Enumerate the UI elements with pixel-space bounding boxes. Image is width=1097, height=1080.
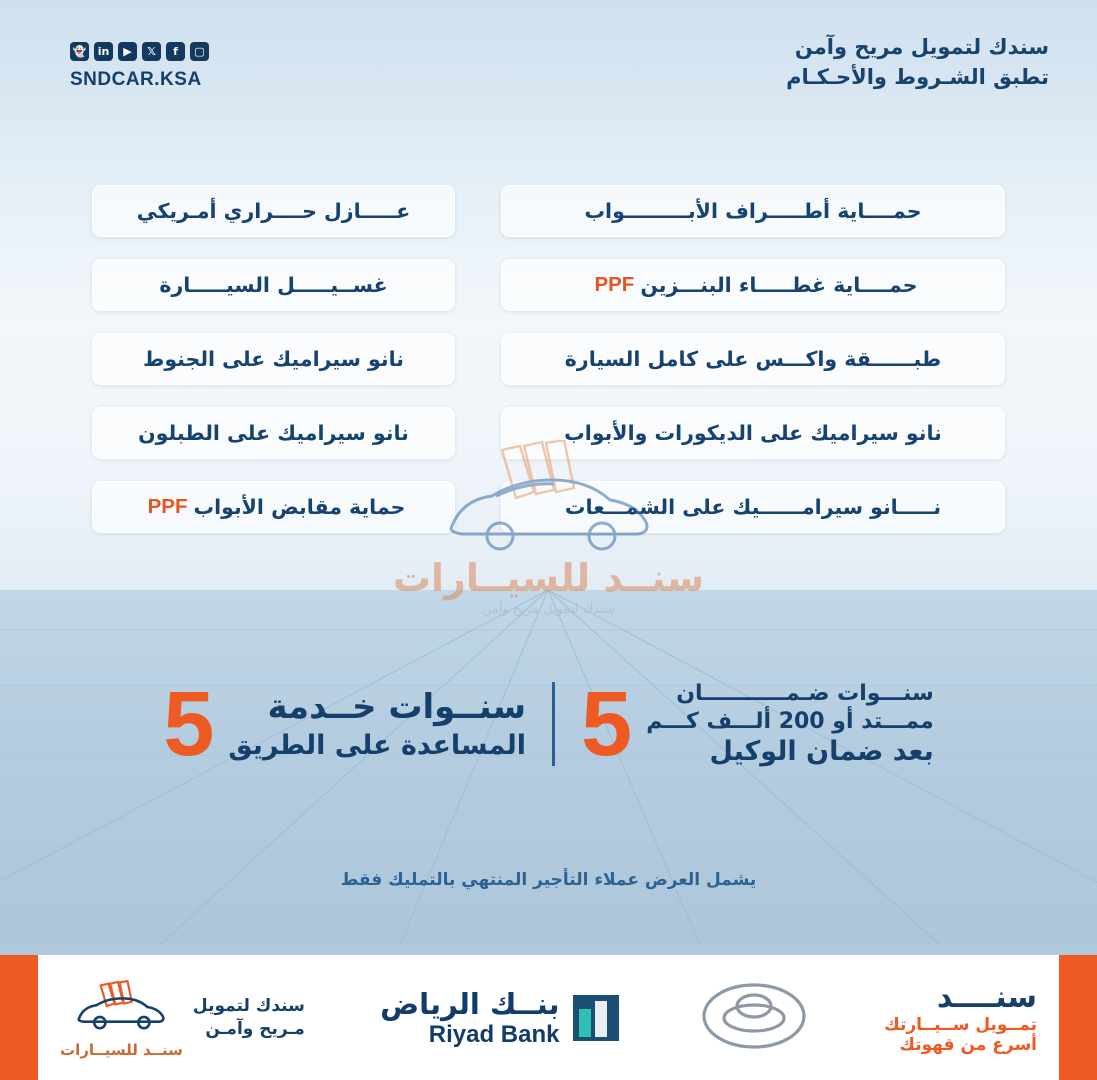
years-service — [163, 672, 527, 775]
footer-logo-tagline — [193, 995, 305, 1041]
feature-pill-label: حماية مقابض الأبواب — [193, 495, 406, 519]
footer-sanad-line-1: تمــويل ســيــارتك — [884, 1015, 1037, 1035]
years-service-text — [228, 686, 526, 762]
riyad-bank-arabic: بنــك الرياض — [380, 986, 560, 1021]
ppf-badge: PPF — [594, 273, 635, 296]
riyad-bank-english: Riyad Bank — [428, 1020, 560, 1048]
feature-pill: طبــــــقة واكـــس على كامل السيارة — [501, 333, 1005, 385]
years-service-line-1: سنــوات خــدمة — [267, 687, 527, 728]
footer-edge-right — [0, 955, 38, 1080]
feature-pill: نـــــانو سيرامــــــيك على الشمـــعات — [501, 481, 1005, 533]
feature-pill: عـــــازل حــــراري أمـريكي — [92, 185, 455, 237]
social-handle: SNDCAR.KSA — [70, 69, 202, 90]
years-band — [0, 672, 1097, 775]
toyota-logo-icon — [699, 980, 809, 1052]
watermark-subtitle: سندك لتمويل مريح وآمن — [481, 602, 616, 617]
footer-content — [38, 955, 1059, 1080]
riyad-bank-mark-icon — [569, 991, 623, 1045]
years-service-number: 5 — [163, 672, 215, 775]
years-divider — [552, 682, 555, 766]
years-warranty-number: 5 — [581, 672, 633, 775]
watermark-title: سنــد للسيــارات — [392, 556, 705, 600]
riyad-bank-logo — [380, 987, 623, 1049]
footer-logo-title: سنــد للسيــارات — [60, 1040, 183, 1059]
snapchat-icon[interactable]: 👻 — [70, 42, 89, 61]
watermark-logo — [384, 440, 714, 617]
tagline-line-2: تطبق الشـروط والأحـكـام — [786, 64, 1049, 89]
x-twitter-icon[interactable]: 𝕏 — [142, 42, 161, 61]
feature-pill: نانو سيراميك على الجنوط — [92, 333, 455, 385]
social-block — [70, 42, 209, 91]
header-tagline — [786, 33, 1049, 93]
tagline-line-1: سندك لتمويل مريح وآمن — [794, 35, 1049, 59]
ppf-badge: PPF — [147, 495, 188, 518]
feature-pill: غســيـــــل السيـــــارة — [92, 259, 455, 311]
header-band — [0, 0, 1097, 120]
feature-pill: نانو سيراميك على الطبلون — [92, 407, 455, 459]
feature-pill — [501, 259, 1005, 311]
car-logo-icon — [67, 977, 175, 1037]
years-warranty — [581, 672, 934, 775]
years-warranty-line-3: بعد ضمان الوكيل — [709, 736, 934, 767]
facebook-icon[interactable]: f — [166, 42, 185, 61]
years-service-line-2: المساعدة على الطريق — [228, 729, 527, 761]
feature-pill: نانو سيراميك على الديكورات والأبواب — [501, 407, 1005, 459]
feature-pill-label: حمــــاية غطـــــاء البنـــزين — [640, 273, 918, 297]
footer-sanad-line-2: أسرع من قهوتك — [899, 1035, 1037, 1055]
footer-sanad-logo — [60, 977, 305, 1059]
offer-note: يشمل العرض عملاء التأجير المنتهي بالتمليك فقط — [340, 870, 757, 890]
riyad-bank-text — [380, 987, 559, 1049]
years-warranty-text — [646, 680, 934, 769]
feature-pill: حمــــاية أطـــــراف الأبـــــــــواب — [501, 185, 1005, 237]
footer-logo-line-1: سندك لتمويل — [192, 995, 305, 1016]
footer-logo-line-2: مـريح وآمـن — [205, 1018, 305, 1039]
footer-bar — [0, 955, 1097, 1080]
years-warranty-line-1: سنـــوات ضـمـــــــــــان — [676, 681, 934, 706]
toyota-logo — [699, 980, 809, 1056]
car-logo-icon — [424, 440, 674, 560]
footer-sanad-title: سنــــد — [936, 980, 1037, 1015]
footer-sanad-financing — [884, 980, 1037, 1055]
youtube-icon[interactable]: ▶ — [118, 42, 137, 61]
social-row[interactable] — [70, 42, 209, 61]
instagram-icon[interactable]: ▢ — [190, 42, 209, 61]
linkedin-icon[interactable]: in — [94, 42, 113, 61]
footer-edge-left — [1059, 955, 1097, 1080]
years-warranty-line-2: ممـــتد أو 200 ألـــف كـــم — [646, 708, 934, 734]
